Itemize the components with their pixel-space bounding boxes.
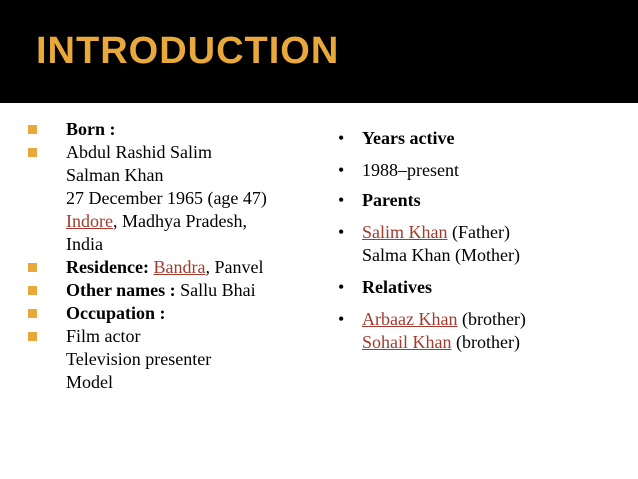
square-bullet-icon — [28, 309, 37, 318]
other-names-label: Other names : — [66, 280, 176, 300]
square-bullet-icon — [28, 263, 37, 272]
occupation-label: Occupation : — [66, 303, 166, 323]
round-bullet-icon: • — [338, 190, 345, 210]
list-item-occupations — [24, 325, 324, 394]
mother-line: Salma Khan (Mother) — [362, 245, 520, 265]
born-label: Born : — [66, 119, 116, 139]
slide-title: INTRODUCTION — [36, 30, 340, 72]
years-active-label: Years active — [362, 128, 455, 148]
list-item-born-details — [24, 141, 324, 256]
square-bullet-icon — [28, 286, 37, 295]
brother-sohail-relation: (brother) — [451, 332, 520, 352]
occupation-tv-presenter: Television presenter — [66, 349, 212, 369]
known-name: Salman Khan — [66, 165, 164, 185]
brother-arbaaz-line — [362, 308, 626, 331]
birth-name: Abdul Rashid Salim — [66, 142, 213, 162]
occupation-film-actor: Film actor — [66, 326, 141, 346]
round-bullet-icon: • — [338, 309, 345, 329]
birth-place — [66, 210, 324, 233]
sohail-khan-link[interactable]: Sohail Khan — [362, 332, 452, 352]
list-item-years-active — [336, 127, 626, 150]
residence-label: Residence: — [66, 257, 149, 277]
relatives-label: Relatives — [362, 277, 432, 297]
list-item-born — [24, 118, 324, 141]
round-bullet-icon: • — [338, 128, 345, 148]
brother-sohail-line — [362, 331, 626, 354]
round-bullet-icon: • — [338, 222, 345, 242]
right-column — [336, 118, 626, 354]
indore-link[interactable]: Indore — [66, 211, 113, 231]
bandra-link[interactable]: Bandra — [153, 257, 206, 277]
list-item-occupation — [24, 302, 324, 325]
brother-arbaaz-relation: (brother) — [457, 309, 526, 329]
occupation-model: Model — [66, 372, 113, 392]
residence-rest: , Panvel — [205, 257, 264, 277]
list-item-parents — [336, 189, 626, 212]
square-bullet-icon — [28, 332, 37, 341]
round-bullet-icon: • — [338, 277, 345, 297]
arbaaz-khan-link[interactable]: Arbaaz Khan — [362, 309, 458, 329]
list-item-other-names — [24, 279, 324, 302]
square-bullet-icon — [28, 148, 37, 157]
square-bullet-icon — [28, 125, 37, 134]
list-item-years-value — [336, 159, 626, 182]
birth-country: India — [66, 234, 103, 254]
birth-date: 27 December 1965 (age 47) — [66, 188, 267, 208]
years-active-value: 1988–present — [362, 160, 459, 180]
title-bar — [0, 0, 638, 103]
list-item-relatives — [336, 276, 626, 299]
father-line — [362, 221, 626, 244]
list-item-parent-names — [336, 221, 626, 267]
left-column — [24, 118, 324, 394]
round-bullet-icon: • — [338, 160, 345, 180]
father-relation: (Father) — [447, 222, 510, 242]
parents-label: Parents — [362, 190, 421, 210]
salim-khan-link[interactable]: Salim Khan — [362, 222, 448, 242]
birth-state: , Madhya Pradesh, — [112, 211, 247, 231]
other-names-value: Sallu Bhai — [175, 280, 256, 300]
list-item-brothers — [336, 308, 626, 354]
list-item-residence — [24, 256, 324, 279]
